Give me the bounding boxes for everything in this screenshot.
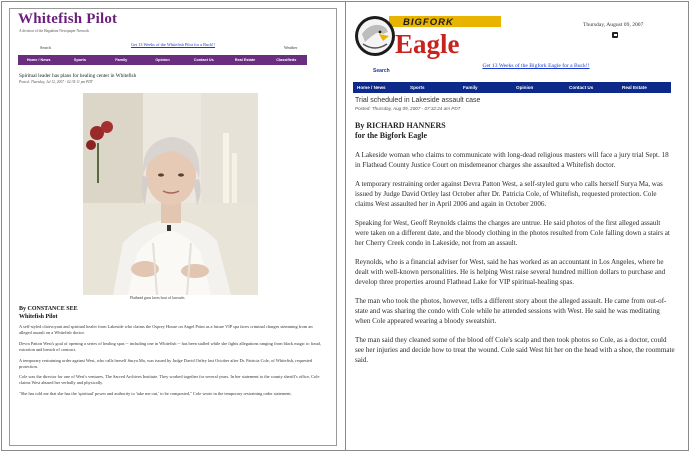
subscription-promo-link[interactable]: Get 13 Weeks of the Bigfork Eagle for a Buck!!: [482, 63, 590, 69]
search-link[interactable]: Search: [40, 45, 51, 50]
whitefish-pilot-masthead[interactable]: Whitefish Pilot: [18, 11, 118, 27]
article-paragraph: Devra Patton West's goal of opening a series of healing spas -- including one in Whitefish -- has been stalled while she fights allegations ranging from black magic to fraud, extortion and breach of contract.: [19, 340, 321, 352]
article-paragraph: Cole was the director for one of West's ventures, The Sacred Archives Institute. They worked together for several years. In her statement to the county sheriff's office, Cole claims West abused her verbally and physically.: [19, 374, 320, 386]
main-nav-bar: [18, 55, 307, 65]
byline: [19, 305, 78, 321]
byline: [355, 121, 446, 141]
printer-icon[interactable]: [612, 32, 618, 38]
panel-divider: [345, 1, 346, 451]
posted-timestamp: Posted: Thursday, Aug 09, 2007 - 07:32:24 am PDT: [355, 106, 461, 111]
bigfork-eagle-page: [351, 8, 681, 446]
nav-item-classifieds[interactable]: Classifieds: [276, 58, 297, 62]
subscription-promo-link[interactable]: Get 13 Weeks of the Whitefish Pilot for a Buck!!: [130, 42, 216, 47]
nav-item-home-news[interactable]: Home / News: [26, 58, 51, 62]
byline-publication: for the Bigfork Eagle: [355, 131, 428, 140]
nav-item-family[interactable]: Family: [115, 58, 128, 62]
article-paragraph: The man who took the photos, however, tells a different story about the alleged assault. He came from out-of-state and was sharing the condo with Cole while he attended sessions with West. He said he was meditating when Cole appeared wearing a bloody sweatshirt.: [355, 297, 667, 325]
nav-item-opinion[interactable]: Opinion: [516, 85, 534, 90]
article-body: [355, 150, 675, 374]
main-nav-bar: [353, 82, 671, 93]
nav-item-real-estate[interactable]: Real Estate: [234, 58, 256, 62]
article-photo: [83, 93, 258, 295]
article-paragraph: A temporary restraining order against Devra Patton West, a self-styled guru who calls herself Surya Ma, was issued by Judge David Ortley last October after Dr. Patricia Cole, of Whitefish, requested protection. Cole claims West assaulted her in April 2006 and again in October 2006.: [355, 180, 663, 208]
article-headline: Trial scheduled in Lakeside assault case: [355, 97, 481, 104]
article-paragraph: A temporary restraining order against West, who calls herself Surya Ma, was issued by Judge David Ortley last October after Dr. Patricia Cole, of Whitefish, requested protection.: [19, 357, 313, 369]
article-paragraph: "She has told me that she has the 'spiritual' power and authority to 'take me out,' to be composted," Cole wrote in the temporary restraining order statement.: [19, 391, 292, 397]
byline-publication: Whitefish Pilot: [19, 314, 58, 320]
nav-item-contact-us[interactable]: Contact Us: [193, 58, 214, 62]
masthead-tagline: A division of the Hagadone Newspaper Network: [19, 29, 90, 33]
logo-wordmark-small: BIGFORK: [403, 17, 454, 28]
nav-item-opinion[interactable]: Opinion: [155, 58, 170, 62]
utility-row: [18, 42, 308, 54]
article-headline: Spiritual leader has plans for healing center in Whitefish: [19, 73, 137, 79]
nav-item-sports[interactable]: Sports: [73, 58, 86, 62]
whitefish-pilot-page: [9, 8, 337, 446]
article-paragraph: Speaking for West, Geoff Reynolds claims the charges are untrue. He said photos of the first alleged assault were taken on a different date, and the bloody clothing in the photos resulted from Cole falling down a stairs at her Cherry Creek condo in Lakeside, not from an assault.: [355, 219, 670, 247]
byline-author: By RICHARD HANNERS: [355, 121, 446, 130]
article-body: [19, 324, 325, 402]
article-paragraph: Reynolds, who is a financial adviser for West, said he has worked as an accountant in Los Angeles, where he dealt with well-known personalities. He is helping West raise several hundred million dollars to purchase and develop three properties around Flathead Lake for VIP spiritual-healing spas.: [355, 258, 666, 286]
nav-item-sports[interactable]: Sports: [410, 85, 425, 90]
article-paragraph: The man said they cleaned some of the blood off Cole's scalp and then took photos so Cole, as a doctor, could see her injuries and decide how to treat the wound. Cole said West hit her on the head with a shoe, the roommate said.: [355, 336, 675, 364]
article-paragraph: A Lakeside woman who claims to communicate with long-dead religious masters will face a jury trial Sept. 18 in Flathead County Justice Court on misdemeanor charges she assaulted a Whitefish doctor.: [355, 151, 669, 169]
nav-item-home-news[interactable]: Home / News: [357, 85, 386, 90]
nav-item-family[interactable]: Family: [463, 85, 478, 90]
nav-item-real-estate[interactable]: Real Estate: [622, 85, 647, 90]
article-paragraph: A self-styled clairvoyant and spiritual healer from Lakeside who claims the Osprey House on Angel Point as a future VIP spa faces criminal charges stemming from an alleged assault on a Whitefish doctor.: [19, 324, 313, 335]
weather-link[interactable]: Weather: [284, 45, 298, 50]
bigfork-eagle-logo[interactable]: [353, 12, 503, 60]
edition-date: Thursday, August 09, 2007: [583, 22, 644, 28]
byline-author: By CONSTANCE SEE: [19, 306, 78, 312]
search-link[interactable]: Search: [373, 68, 390, 74]
posted-timestamp: Posted: Thursday, Jul 12, 2007 - 02:35:11 pm PDT: [19, 80, 93, 84]
nav-item-contact-us[interactable]: Contact Us: [569, 85, 594, 90]
photo-caption: Flathead guru faces host of lawsuits: [130, 296, 185, 300]
logo-wordmark-big: Eagle: [395, 29, 460, 59]
portrait-illustration: [83, 93, 258, 295]
